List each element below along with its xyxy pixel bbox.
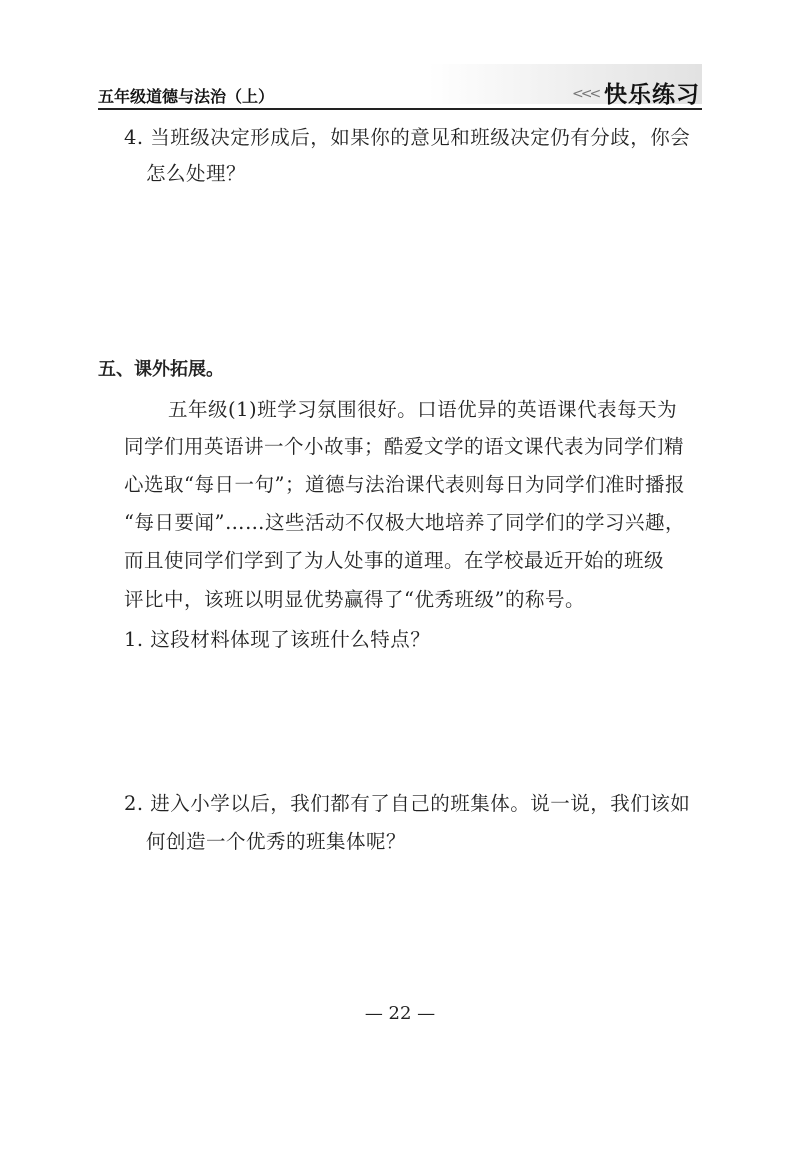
question-1: 1. 这段材料体现了该班什么特点？ — [124, 628, 431, 651]
question-2-line-2: 何创造一个优秀的班集体呢？ — [146, 830, 407, 853]
passage-line: 心选取“每日一句”；道德与法治课代表则每日为同学们准时播报 — [124, 473, 685, 496]
section-label: 快乐练习 — [604, 82, 700, 108]
question-2-line-1: 2. 进入小学以后，我们都有了自己的班集体。说一说，我们该如 — [124, 792, 691, 815]
question-4-line-2: 怎么处理？ — [146, 162, 247, 185]
passage-line: “每日要闻”……这些活动不仅极大地培养了同学们的学习兴趣， — [124, 511, 685, 534]
question-4-line-1: 4. 当班级决定形成后，如果你的意见和班级决定仍有分歧，你会 — [124, 126, 691, 149]
book-title: 五年级道德与法治（上） — [98, 87, 275, 106]
passage-line: 五年级(1)班学习氛围很好。口语优异的英语课代表每天为 — [168, 398, 678, 421]
passage-line: 而且使同学们学到了为人处事的道理。在学校最近开始的班级 — [124, 549, 665, 572]
header-divider — [98, 108, 702, 110]
page-number: — 22 — — [364, 1003, 436, 1024]
chevrons-icon: <<< — [572, 86, 599, 102]
section-5-title: 五、课外拓展。 — [98, 359, 224, 380]
passage-line: 同学们用英语讲一个小故事；酷爱文学的语文课代表为同学们精 — [124, 435, 685, 458]
page-header — [98, 58, 702, 108]
passage-line: 评比中，该班以明显优势赢得了“优秀班级”的称号。 — [124, 588, 585, 611]
